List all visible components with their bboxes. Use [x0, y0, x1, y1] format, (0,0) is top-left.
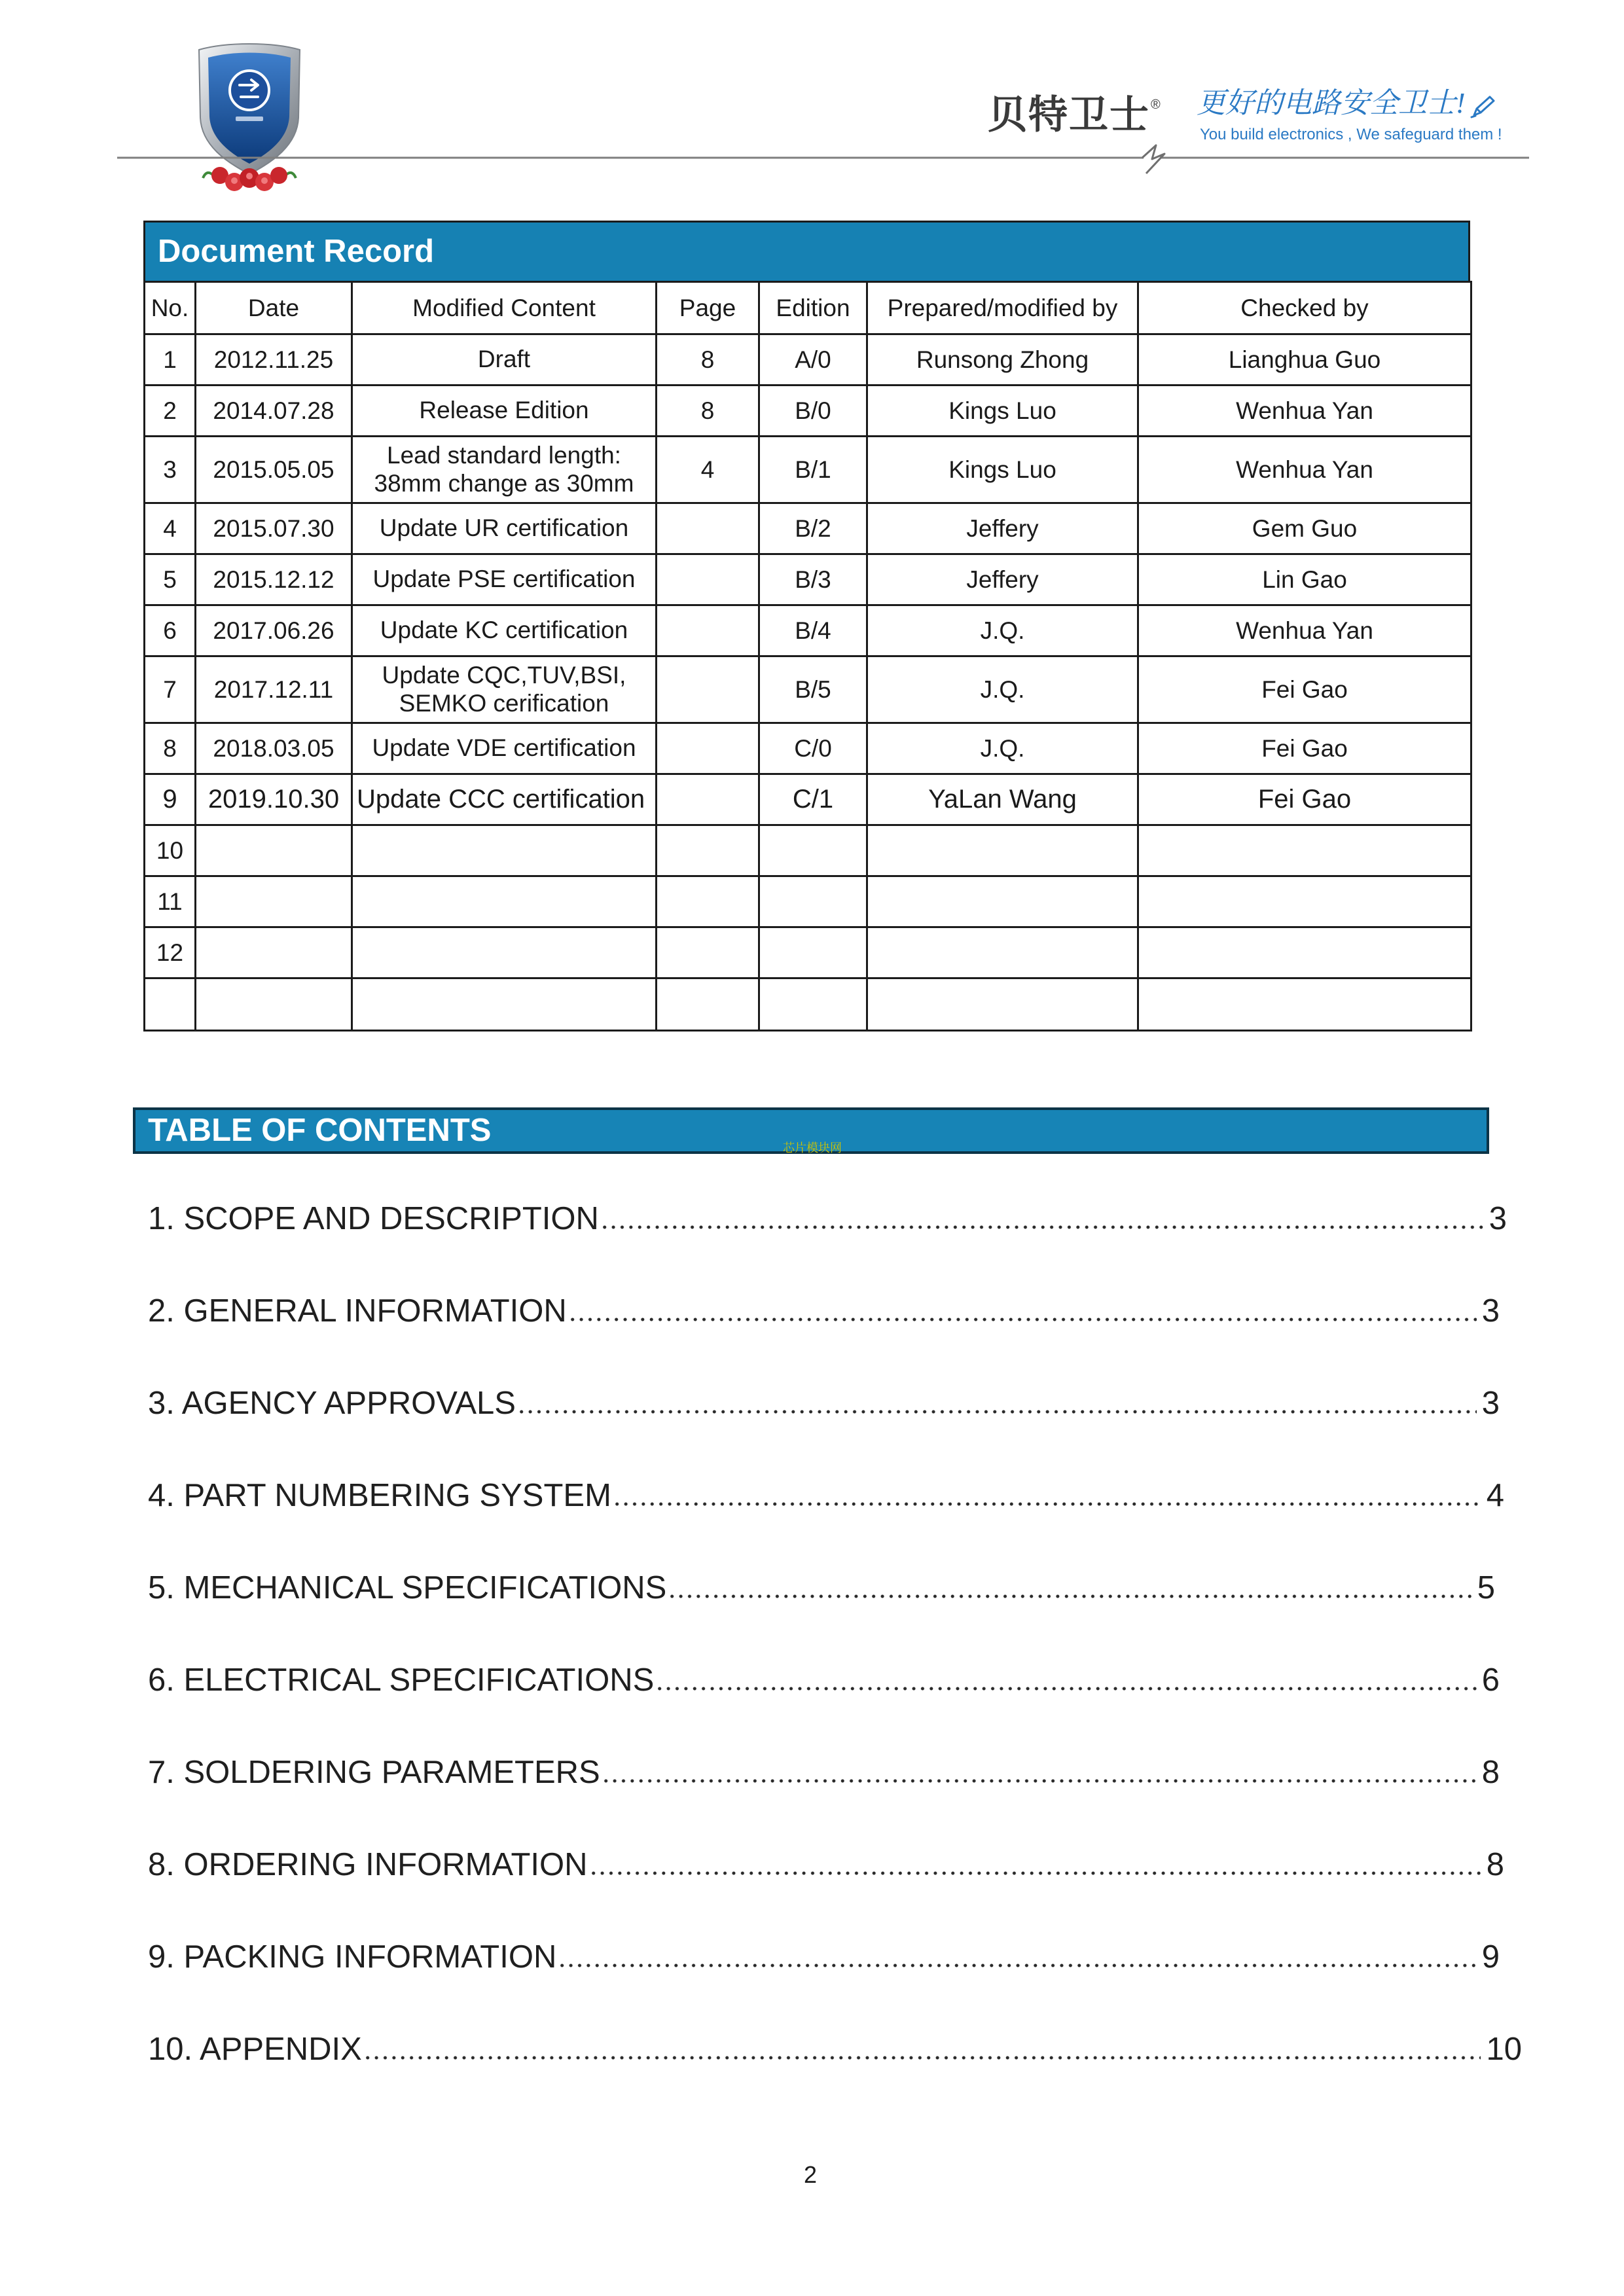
column-header-date: Date	[196, 282, 352, 334]
cell-edition: B/2	[759, 503, 867, 554]
pen-icon	[1469, 94, 1496, 119]
toc-entry-page: 5	[1477, 1570, 1495, 1605]
toc-entry-scope-and-description[interactable]	[148, 1199, 1507, 1291]
cell-modified-content: Lead standard length: 38mm change as 30mm	[352, 437, 657, 503]
watermark-text: 芯片模块网	[783, 1141, 842, 1155]
cell-prepared-by: J.Q.	[867, 723, 1138, 774]
cell-edition	[759, 978, 867, 1031]
column-header-no: No.	[145, 282, 196, 334]
toc-entry-part-numbering-system[interactable]	[148, 1476, 1504, 1568]
table-row-blank	[145, 978, 1471, 1031]
column-header-modified-content: Modified Content	[352, 282, 657, 334]
toc-entry-label: 5. MECHANICAL SPECIFICATIONS	[148, 1570, 667, 1605]
toc-entry-packing-information[interactable]	[148, 1937, 1500, 2030]
cell-checked-by: Fei Gao	[1138, 656, 1471, 723]
table-row	[145, 723, 1471, 774]
toc-entry-page: 4	[1486, 1478, 1504, 1513]
cell-edition: C/1	[759, 774, 867, 825]
toc-entry-label: 9. PACKING INFORMATION	[148, 1939, 557, 1975]
cell-checked-by: Lin Gao	[1138, 554, 1471, 605]
toc-entry-soldering-parameters[interactable]	[148, 1753, 1500, 1845]
cell-page	[657, 503, 759, 554]
cell-page	[657, 978, 759, 1031]
toc-dot-leader	[589, 1862, 1481, 1875]
cell-checked-by: Wenhua Yan	[1138, 437, 1471, 503]
toc-dot-leader	[668, 1585, 1471, 1598]
cell-no: 12	[145, 927, 196, 978]
cell-prepared-by: Jeffery	[867, 554, 1138, 605]
toc-dot-leader	[568, 1308, 1477, 1321]
cell-date: 2017.06.26	[196, 605, 352, 656]
cell-prepared-by: YaLan Wang	[867, 774, 1138, 825]
table-row	[145, 334, 1471, 386]
cell-modified-content: Update PSE certification	[352, 554, 657, 605]
cell-date: 2015.05.05	[196, 437, 352, 503]
cell-prepared-by	[867, 825, 1138, 876]
cell-edition: B/0	[759, 386, 867, 437]
cell-modified-content	[352, 978, 657, 1031]
registered-mark: ®	[1151, 98, 1161, 112]
column-header-page: Page	[657, 282, 759, 334]
cell-date: 2019.10.30	[196, 774, 352, 825]
cell-page	[657, 605, 759, 656]
column-header-checked-by: Checked by	[1138, 282, 1471, 334]
cell-checked-by: Lianghua Guo	[1138, 334, 1471, 386]
toc-dot-leader	[655, 1677, 1476, 1691]
cell-checked-by: Fei Gao	[1138, 723, 1471, 774]
flower-decoration-icon	[203, 167, 296, 191]
document-record-title: Document Record	[143, 221, 1470, 281]
cell-modified-content: Update KC certification	[352, 605, 657, 656]
toc-dot-leader	[613, 1493, 1481, 1506]
cell-no: 2	[145, 386, 196, 437]
company-logo	[194, 41, 305, 192]
toc-entry-page: 6	[1481, 1662, 1500, 1698]
toc-entry-ordering-information[interactable]	[148, 1845, 1504, 1937]
column-header-edition: Edition	[759, 282, 867, 334]
table-row	[145, 774, 1471, 825]
toc-entry-page: 8	[1486, 1847, 1504, 1882]
cell-date: 2012.11.25	[196, 334, 352, 386]
cell-modified-content: Update CQC,TUV,BSI, SEMKO cerification	[352, 656, 657, 723]
cell-no: 11	[145, 876, 196, 927]
toc-entry-appendix[interactable]	[148, 2030, 1522, 2122]
table-row	[145, 825, 1471, 876]
cell-edition: B/5	[759, 656, 867, 723]
table-row	[145, 927, 1471, 978]
cell-prepared-by: Runsong Zhong	[867, 334, 1138, 386]
cell-page	[657, 876, 759, 927]
toc-title: TABLE OF CONTENTS	[148, 1113, 492, 1148]
document-record	[143, 221, 1470, 1031]
cell-date: 2014.07.28	[196, 386, 352, 437]
cell-edition	[759, 876, 867, 927]
table-row	[145, 503, 1471, 554]
cell-checked-by: Wenhua Yan	[1138, 386, 1471, 437]
cell-no: 4	[145, 503, 196, 554]
lightning-icon	[1142, 145, 1164, 173]
cell-page	[657, 554, 759, 605]
toc-dot-leader	[558, 1954, 1476, 1967]
table-row	[145, 876, 1471, 927]
cell-edition: A/0	[759, 334, 867, 386]
toc-entry-agency-approvals[interactable]	[148, 1384, 1500, 1476]
cell-edition: C/0	[759, 723, 867, 774]
cell-no: 5	[145, 554, 196, 605]
cell-modified-content: Update VDE certification	[352, 723, 657, 774]
cell-prepared-by	[867, 927, 1138, 978]
cell-prepared-by	[867, 978, 1138, 1031]
toc-entry-page: 8	[1481, 1755, 1500, 1790]
cell-checked-by	[1138, 927, 1471, 978]
cell-page: 8	[657, 334, 759, 386]
cell-prepared-by: J.Q.	[867, 605, 1138, 656]
cell-modified-content	[352, 927, 657, 978]
toc-dot-leader	[363, 2047, 1481, 2060]
toc-entry-label: 3. AGENCY APPROVALS	[148, 1386, 516, 1421]
toc-entry-mechanical-specifications[interactable]	[148, 1568, 1495, 1660]
cell-modified-content: Draft	[352, 334, 657, 386]
cell-no: 1	[145, 334, 196, 386]
page-number: 2	[803, 2161, 818, 2188]
cell-checked-by	[1138, 876, 1471, 927]
slogan-english: You build electronics , We safeguard them !	[1200, 126, 1502, 143]
cell-checked-by	[1138, 978, 1471, 1031]
toc-dot-leader	[517, 1401, 1477, 1414]
cell-date	[196, 927, 352, 978]
cell-date: 2015.07.30	[196, 503, 352, 554]
cell-edition: B/1	[759, 437, 867, 503]
brand-name: 贝特卫士	[988, 93, 1150, 137]
cell-page: 8	[657, 386, 759, 437]
column-header-prepared-by: Prepared/modified by	[867, 282, 1138, 334]
toc-entry-label: 10. APPENDIX	[148, 2032, 362, 2067]
cell-edition: B/3	[759, 554, 867, 605]
toc-dot-leader	[602, 1770, 1477, 1783]
cell-no: 6	[145, 605, 196, 656]
toc-entry-page: 10	[1486, 2032, 1522, 2067]
cell-page	[657, 927, 759, 978]
cell-page: 4	[657, 437, 759, 503]
cell-page	[657, 825, 759, 876]
toc-entry-page: 3	[1489, 1201, 1507, 1236]
cell-page	[657, 774, 759, 825]
toc-list	[148, 1199, 1522, 2122]
cell-date	[196, 978, 352, 1031]
cell-date: 2018.03.05	[196, 723, 352, 774]
toc-entry-label: 4. PART NUMBERING SYSTEM	[148, 1478, 611, 1513]
toc-entry-label: 1. SCOPE AND DESCRIPTION	[148, 1201, 599, 1236]
cell-prepared-by: Jeffery	[867, 503, 1138, 554]
toc-dot-leader	[600, 1216, 1484, 1229]
toc-entry-label: 7. SOLDERING PARAMETERS	[148, 1755, 600, 1790]
toc-entry-label: 6. ELECTRICAL SPECIFICATIONS	[148, 1662, 655, 1698]
cell-prepared-by	[867, 876, 1138, 927]
table-row	[145, 437, 1471, 503]
cell-date: 2017.12.11	[196, 656, 352, 723]
table-row	[145, 386, 1471, 437]
cell-checked-by: Wenhua Yan	[1138, 605, 1471, 656]
cell-prepared-by: Kings Luo	[867, 437, 1138, 503]
cell-page	[657, 723, 759, 774]
toc-entry-page: 9	[1481, 1939, 1500, 1975]
toc-entry-electrical-specifications[interactable]	[148, 1660, 1500, 1753]
document-record-table	[143, 281, 1472, 1031]
table-row	[145, 605, 1471, 656]
toc-entry-label: 2. GENERAL INFORMATION	[148, 1293, 567, 1329]
cell-modified-content: Release Edition	[352, 386, 657, 437]
cell-prepared-by: J.Q.	[867, 656, 1138, 723]
cell-page	[657, 656, 759, 723]
table-row	[145, 554, 1471, 605]
cell-edition: B/4	[759, 605, 867, 656]
toc-entry-label: 8. ORDERING INFORMATION	[148, 1847, 588, 1882]
cell-date	[196, 825, 352, 876]
cell-checked-by: Fei Gao	[1138, 774, 1471, 825]
cell-date: 2015.12.12	[196, 554, 352, 605]
cell-modified-content	[352, 825, 657, 876]
cell-date	[196, 876, 352, 927]
toc-entry-page: 3	[1481, 1293, 1500, 1329]
table-header-row	[145, 282, 1471, 334]
slogan-chinese: 更好的电路安全卫士!	[1197, 87, 1466, 119]
cell-checked-by	[1138, 825, 1471, 876]
cell-no: 3	[145, 437, 196, 503]
cell-prepared-by: Kings Luo	[867, 386, 1138, 437]
cell-edition	[759, 825, 867, 876]
cell-edition	[759, 927, 867, 978]
toc-entry-page: 3	[1481, 1386, 1500, 1421]
table-row	[145, 656, 1471, 723]
toc-entry-general-information[interactable]	[148, 1291, 1500, 1384]
cell-no	[145, 978, 196, 1031]
cell-no: 10	[145, 825, 196, 876]
cell-no: 8	[145, 723, 196, 774]
cell-checked-by: Gem Guo	[1138, 503, 1471, 554]
cell-modified-content: Update CCC certification	[352, 774, 657, 825]
cell-modified-content	[352, 876, 657, 927]
cell-modified-content: Update UR certification	[352, 503, 657, 554]
cell-no: 9	[145, 774, 196, 825]
cell-no: 7	[145, 656, 196, 723]
